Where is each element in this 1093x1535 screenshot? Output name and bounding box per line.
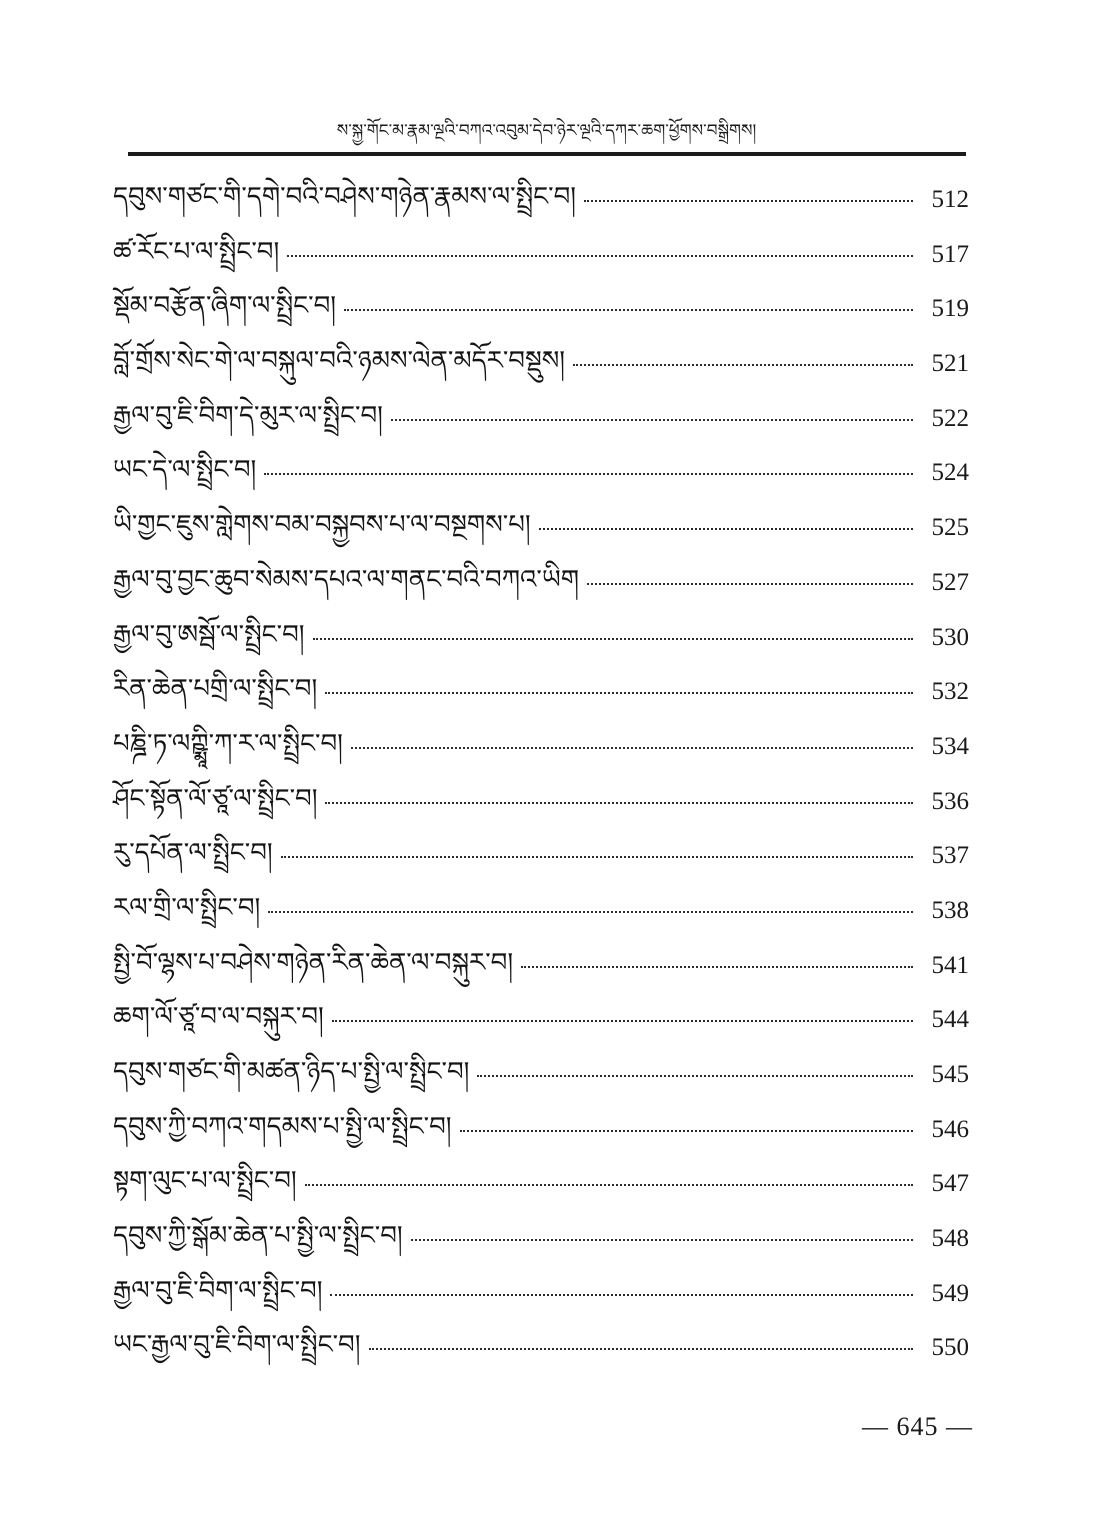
toc-entry-title: ཡང་དེ་ལ་སྤྲིང་བ། (113, 455, 257, 486)
toc-entry-row (113, 347, 969, 402)
toc-entry-row (113, 1058, 969, 1113)
toc-entry-title: རྒྱལ་བུ་བྱང་ཆུབ་སེམས་དཔའ་ལ་གནང་བའི་བཀའ་ཡིག (113, 564, 579, 595)
toc-entry-title: དབུས་ཀྱི་བཀའ་གདམས་པ་སྤྱི་ལ་སྤྲིང་བ། (113, 1111, 452, 1142)
toc-entry-page-number: 532 (931, 678, 969, 706)
page-number-label: — 645 — (862, 1412, 973, 1441)
toc-entry-title: རྒྱལ་བུ་ཇི་བིག་དེ་མུར་ལ་སྤྲིང་བ། (113, 400, 383, 431)
toc-entry-page-number: 549 (931, 1279, 969, 1307)
toc-leader-dots (391, 402, 913, 421)
toc-leader-dots (281, 839, 913, 858)
toc-leader-dots (264, 456, 913, 475)
toc-leader-dots (351, 730, 913, 749)
toc-entry-title: དབུས་གཙང་གི་མཚན་ཉིད་པ་སྤྱི་ལ་སྤྲིང་བ། (113, 1057, 470, 1087)
toc-entry-page-number: 534 (931, 732, 969, 760)
toc-entry-page-number: 525 (931, 514, 969, 542)
toc-entry-page-number: 530 (931, 623, 969, 651)
toc-entry-title: ཡི་གྱང་ཇུས་གླེགས་བམ་བསྐྱབས་པ་ལ་བསྔགས་པ། (113, 510, 531, 541)
header-rule-divider (128, 152, 966, 156)
toc-leader-dots (287, 238, 913, 257)
toc-leader-dots (325, 785, 913, 804)
toc-entry-title: དབུས་ཀྱི་སྒོམ་ཆེན་པ་སྤྱི་ལ་སྤྲིང་བ། (113, 1221, 403, 1252)
toc-entry-page-number: 548 (931, 1225, 969, 1253)
toc-entry-row (113, 292, 969, 347)
toc-entry-page-number: 519 (931, 295, 969, 323)
toc-leader-dots (268, 894, 913, 913)
toc-entry-row (113, 894, 969, 949)
toc-entry-row (113, 566, 969, 621)
toc-leader-dots (477, 1058, 913, 1077)
toc-list (113, 183, 969, 1386)
toc-entry-page-number: 545 (931, 1061, 969, 1088)
toc-entry-title: ཚ་རོང་པ་ལ་སྤྲིང་བ། (113, 236, 280, 267)
toc-entry-title: རྒྱལ་བུ་ཨསྦོ་ལ་སྤྲིང་བ། (113, 619, 305, 650)
toc-entry-row (113, 1331, 969, 1386)
toc-leader-dots (521, 949, 913, 968)
toc-entry-title: པཎྜི་ཏ་ལཀྵྨཱི་ཀ་ར་ལ་སྤྲིང་བ། (113, 728, 343, 759)
toc-entry-title: སྤྱི་བོ་ལྷས་པ་བཤེས་གཉེན་རིན་ཆེན་ལ་བསྐུར་བ། (113, 947, 514, 978)
toc-leader-dots (325, 675, 913, 694)
toc-entry-title: རིན་ཆེན་པགྲི་ལ་སྤྲིང་བ། (113, 674, 318, 705)
toc-leader-dots (313, 621, 913, 640)
toc-entry-row (113, 402, 969, 457)
toc-leader-dots (573, 347, 913, 366)
toc-entry-row (113, 1113, 969, 1168)
toc-leader-dots (584, 183, 913, 202)
toc-entry-title: རུ་དཔོན་ལ་སྤྲིང་བ། (113, 838, 273, 869)
toc-entry-page-number: 512 (931, 186, 969, 213)
toc-leader-dots (305, 1167, 913, 1186)
toc-entry-page-number: 524 (931, 459, 969, 487)
toc-entry-title: སྡོམ་བརྩོན་ཞིག་ལ་སྤྲིང་བ། (113, 291, 337, 322)
toc-entry-page-number: 547 (931, 1170, 969, 1198)
toc-entry-row (113, 839, 969, 894)
toc-entry-row (113, 949, 969, 1004)
toc-entry-page-number: 538 (931, 896, 969, 924)
toc-entry-title: ཤོང་སྟོན་ལོ་ཙཱ་ལ་སྤྲིང་བ། (113, 783, 318, 814)
toc-entry-title: སྟག་ལུང་པ་ལ་སྤྲིང་བ། (113, 1166, 297, 1197)
toc-leader-dots (369, 1331, 914, 1350)
toc-entry-row (113, 1167, 969, 1222)
running-header-title: ས་སྐྱ་གོང་མ་རྣམ་ལྔའི་བཀའ་འབུམ་དེབ་ཉེར་ལྔའི་དཀར་ཆག་ཕྱོགས་བསྒྲིགས། (336, 121, 757, 141)
toc-entry-row (113, 621, 969, 676)
toc-entry-title: བློ་གྲོས་སེང་གེ་ལ་བསྐུལ་བའི་ཉམས་ལེན་མདོར་བསྡུས། (113, 346, 566, 377)
toc-entry-page-number: 536 (931, 787, 969, 815)
toc-entry-row (113, 730, 969, 785)
toc-leader-dots (539, 511, 913, 530)
toc-entry-row (113, 238, 969, 293)
toc-entry-row (113, 456, 969, 511)
toc-leader-dots (411, 1222, 913, 1241)
toc-entry-row (113, 183, 969, 238)
toc-entry-title: ཡང་རྒྱལ་བུ་ཇི་བིག་ལ་སྤྲིང་བ། (113, 1330, 361, 1361)
toc-entry-title: དབུས་གཙང་གི་དགེ་བའི་བཤེས་གཉེན་རྣམས་ལ་སྤྲིང་བ། (113, 182, 577, 212)
toc-leader-dots (330, 1277, 913, 1296)
toc-leader-dots (344, 292, 913, 311)
toc-entry-row (113, 1003, 969, 1058)
toc-entry-page-number: 517 (931, 240, 969, 268)
toc-entry-page-number: 522 (931, 404, 969, 432)
toc-entry-page-number: 537 (931, 842, 969, 870)
toc-entry-row (113, 675, 969, 730)
toc-entry-page-number: 541 (931, 951, 969, 979)
toc-entry-row (113, 1277, 969, 1332)
toc-entry-row (113, 511, 969, 566)
toc-entry-page-number: 550 (931, 1334, 969, 1362)
toc-entry-title: རལ་གྲི་ལ་སྤྲིང་བ། (113, 892, 261, 923)
toc-leader-dots (332, 1003, 913, 1022)
toc-entry-page-number: 546 (931, 1115, 969, 1143)
toc-entry-page-number: 544 (931, 1006, 969, 1034)
toc-leader-dots (587, 566, 913, 585)
toc-entry-row (113, 1222, 969, 1277)
toc-entry-page-number: 527 (931, 568, 969, 596)
toc-entry-title: ཆག་ལོ་ཙཱ་བ་ལ་བསྐུར་བ། (113, 1002, 324, 1033)
toc-entry-row (113, 785, 969, 840)
toc-entry-title: རྒྱལ་བུ་ཇི་བིག་ལ་སྤྲིང་བ། (113, 1275, 323, 1306)
toc-entry-page-number: 521 (931, 350, 969, 378)
toc-leader-dots (460, 1113, 913, 1132)
